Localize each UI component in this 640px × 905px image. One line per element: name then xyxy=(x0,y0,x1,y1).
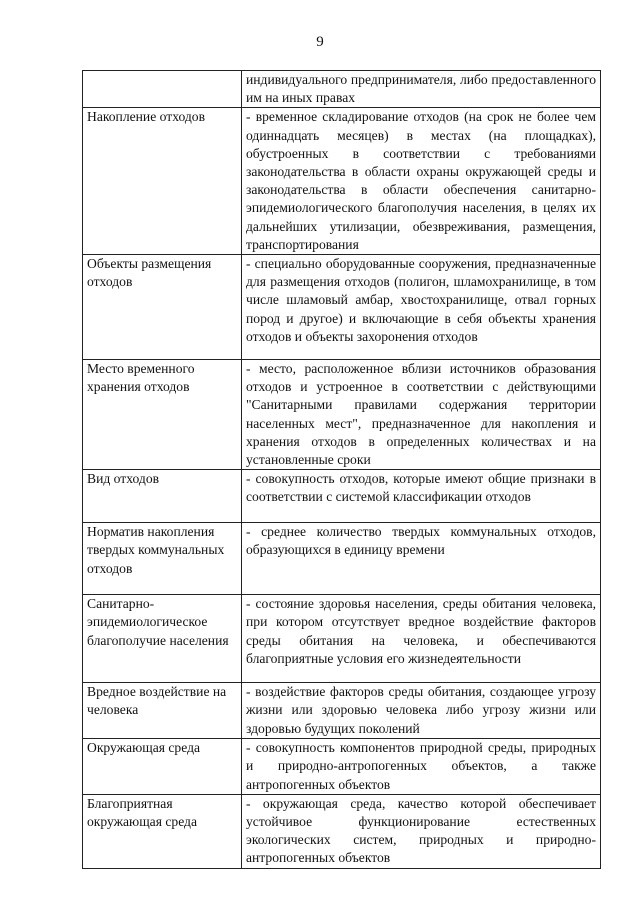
definition-cell: - совокупность компонентов природной среды, природных и природно-антропогенных объектов, а также антропогенных объектов xyxy=(242,739,601,795)
term-cell: Объекты размещения отходов xyxy=(83,255,242,360)
table-row xyxy=(83,683,601,739)
table-row xyxy=(83,595,601,683)
term-cell: Окружающая среда xyxy=(83,739,242,795)
term-cell: Вредное воздействие на человека xyxy=(83,683,242,739)
definition-cell: - специально оборудованные сооружения, предназначенные для размещения отходов (полигон, шламохранилище, в том числе шламовый амбар, хвостохранилище, отвал горных пород и другое) и включающие в себя объекты хранения отходов и объекты захоронения отходов xyxy=(242,255,601,360)
term-cell: Санитарно-эпидемиологическое благополучие населения xyxy=(83,595,242,683)
term-cell: Место временного хранения отходов xyxy=(83,360,242,470)
term-cell xyxy=(83,71,242,108)
term-cell: Норматив накопления твердых коммунальных отходов xyxy=(83,523,242,595)
table-row xyxy=(83,255,601,360)
definition-cell: - временное складирование отходов (на срок не более чем одиннадцать месяцев) в местах (на площадках), обустроенных в соответствии с требованиями законодательства в области охраны окружающей среды и законодательства в области обеспечения санитарно-эпидемиологического благополучия населения, в целях их дальнейших утилизации, обезвреживания, размещения, транспортирования xyxy=(242,108,601,255)
table-row xyxy=(83,523,601,595)
page-number: 9 xyxy=(316,34,324,50)
definition-cell: - среднее количество твердых коммунальных отходов, образующихся в единицу времени xyxy=(242,523,601,595)
table-row xyxy=(83,108,601,255)
glossary-table xyxy=(82,70,601,869)
term-cell: Накопление отходов xyxy=(83,108,242,255)
table-row xyxy=(83,360,601,470)
table-row xyxy=(83,71,601,108)
definition-cell: - воздействие факторов среды обитания, создающее угрозу жизни или здоровью человека либо угрозу жизни или здоровью будущих поколений xyxy=(242,683,601,739)
table-row xyxy=(83,470,601,523)
definition-cell: индивидуального предпринимателя, либо предоставленного им на иных правах xyxy=(242,71,601,108)
table-row xyxy=(83,739,601,795)
definition-cell: - совокупность отходов, которые имеют общие признаки в соответствии с системой классификации отходов xyxy=(242,470,601,523)
definition-cell: - окружающая среда, качество которой обеспечивает устойчивое функционирование естественных экологических систем, природных и природно-антропогенных объектов xyxy=(242,794,601,868)
term-cell: Благоприятная окружающая среда xyxy=(83,794,242,868)
definition-cell: - состояние здоровья населения, среды обитания человека, при котором отсутствует вредное воздействие факторов среды обитания на человека, и обеспечиваются благоприятные условия его жизнедеятельности xyxy=(242,595,601,683)
table-row xyxy=(83,794,601,868)
definition-cell: - место, расположенное вблизи источников образования отходов и устроенное в соответствии с действующими "Санитарными правилами содержания территории населенных мест", предназначенное для накопления и хранения отходов в определенных количествах и на установленные сроки xyxy=(242,360,601,470)
term-cell: Вид отходов xyxy=(83,470,242,523)
